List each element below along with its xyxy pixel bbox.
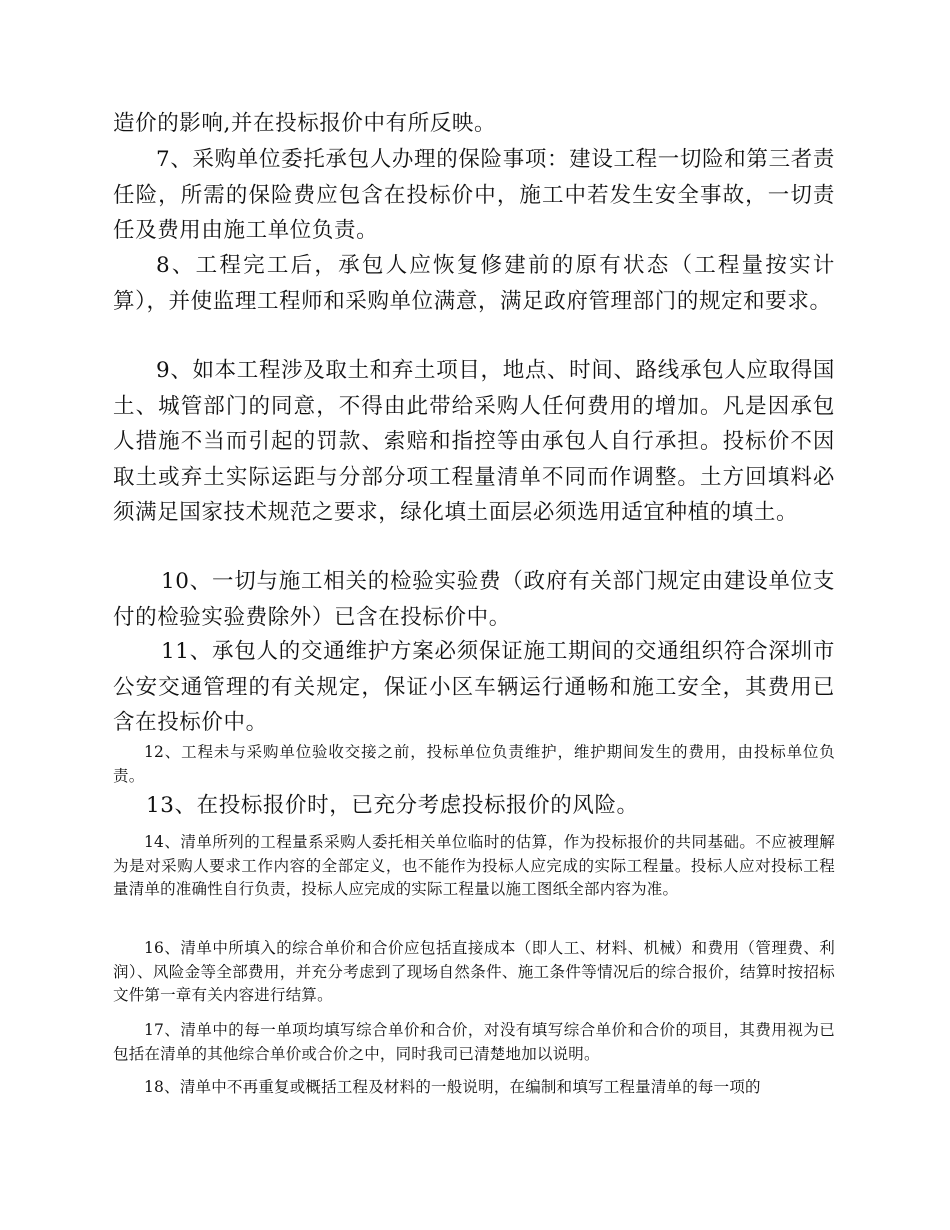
paragraph-9: 9、如本工程涉及取土和弃土项目，地点、时间、路线承包人应取得国土、城管部门的同意，不得由此带给采购人任何费用的增加。凡是因承包人措施不当而引起的罚款、索赔和指控等由承包人自行承担。投标价不因取土或弃土实际运距与分部分项工程量清单不同而作调整。土方回填料必须满足国家技术规范之要求，绿化填土面层必须选用适宜种植的填土。: [113, 358, 835, 525]
paragraph-18: 18、清单中不再重复或概括工程及材料的一般说明，在编制和填写工程量清单的每一项的: [144, 1078, 761, 1096]
paragraph-11: 11、承包人的交通维护方案必须保证施工期间的交通组织符合深圳市公安交通管理的有关规定，保证小区车辆运行通畅和施工安全，其费用已含在投标价中。: [113, 639, 835, 735]
paragraph-8: 8、工程完工后，承包人应恢复修建前的原有状态（工程量按实计算），并使监理工程师和采购单位满意，满足政府管理部门的规定和要求。: [113, 253, 835, 314]
paragraph-17: 17、清单中的每一单项均填写综合单价和合价，对没有填写综合单价和合价的项目，其费用视为已包括在清单的其他综合单价或合价之中，同时我司已清楚地加以说明。: [113, 1021, 835, 1063]
paragraph-12: 12、工程未与采购单位验收交接之前，投标单位负责维护，维护期间发生的费用，由投标单位负责。: [113, 743, 835, 785]
paragraph-10: 10、一切与施工相关的检验实验费（政府有关部门规定由建设单位支付的检验实验费除外）已含在投标价中。: [113, 569, 835, 630]
paragraph-16: 16、清单中所填入的综合单价和合价应包括直接成本（即人工、材料、机械）和费用（管理费、利润）、风险金等全部费用，并充分考虑到了现场自然条件、施工条件等情况后的综合报价，结算时按招标文件第一章有关内容进行结算。: [113, 939, 835, 1004]
paragraph-6-continuation: 造价的影响,并在投标报价中有所反映。: [113, 111, 497, 136]
paragraph-13: 13、在投标报价时，已充分考虑投标报价的风险。: [146, 793, 639, 818]
paragraph-7: 7、采购单位委托承包人办理的保险事项：建设工程一切险和第三者责任险，所需的保险费应包含在投标价中，施工中若发生安全事故，一切责任及费用由施工单位负责。: [113, 147, 835, 243]
paragraph-14: 14、清单所列的工程量系采购人委托相关单位临时的估算，作为投标报价的共同基础。不应被理解为是对采购人要求工作内容的全部定义，也不能作为投标人应完成的实际工程量。投标人应对投标工程量清单的准确性自行负责，投标人应完成的实际工程量以施工图纸全部内容为准。: [113, 833, 835, 898]
